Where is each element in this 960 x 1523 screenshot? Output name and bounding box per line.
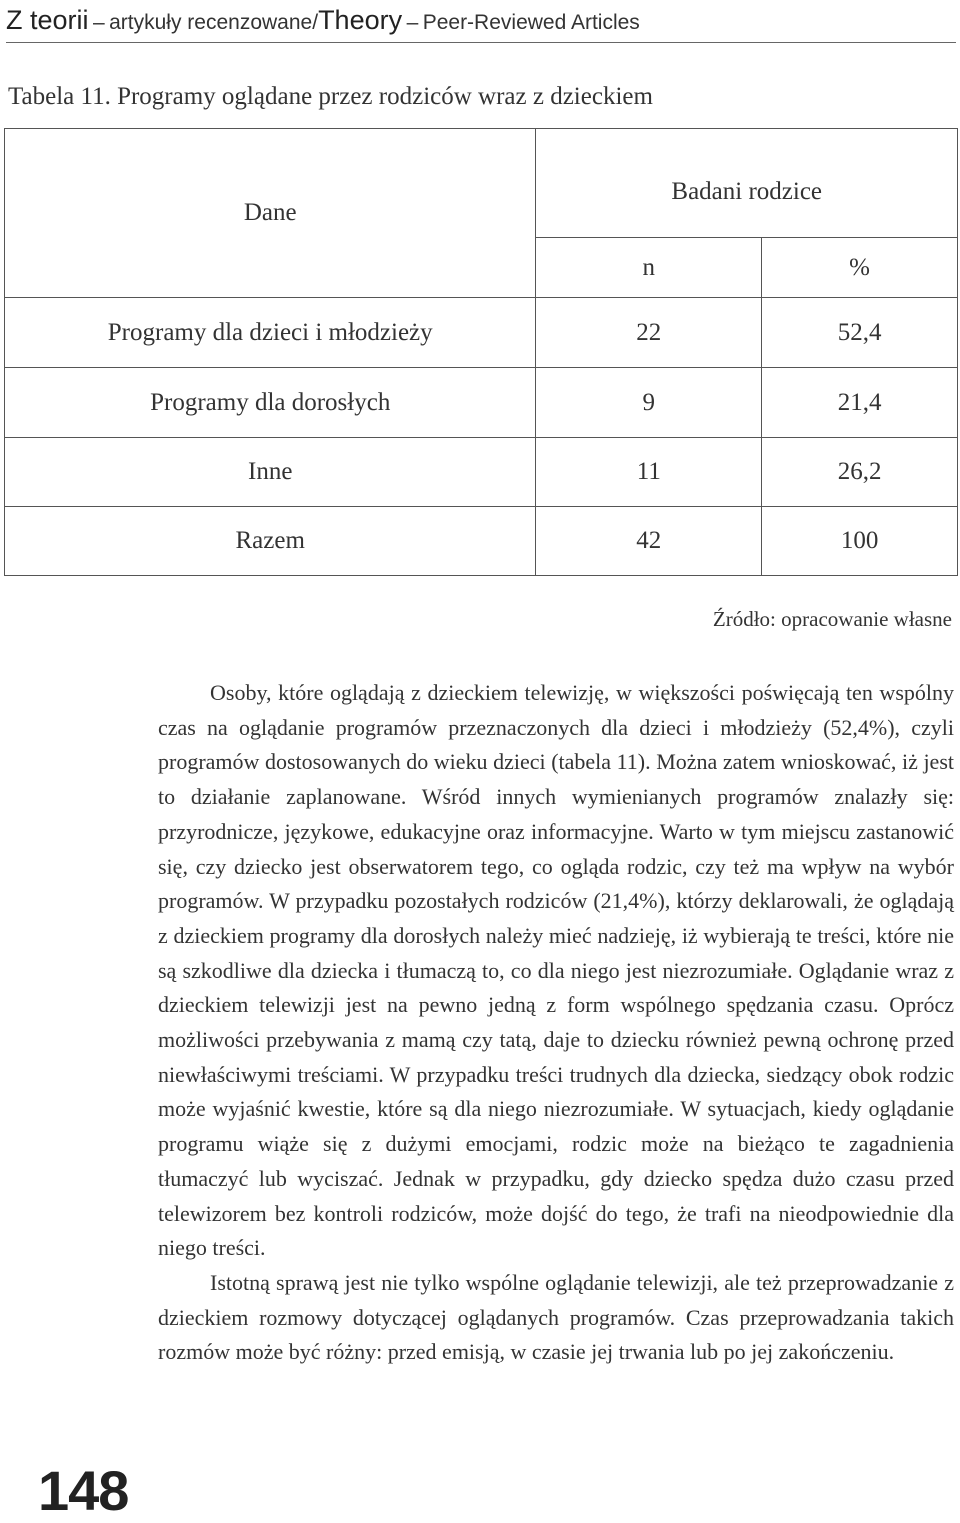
table-row bbox=[5, 298, 958, 368]
header-dash: – bbox=[406, 11, 419, 34]
table-row bbox=[5, 368, 958, 438]
table-row bbox=[5, 438, 958, 507]
running-header bbox=[6, 0, 956, 43]
data-table bbox=[4, 128, 958, 576]
table-col-pct: % bbox=[762, 238, 958, 298]
row-pct: 100 bbox=[762, 507, 958, 576]
header-subtitle-pl: artykuły recenzowane/ bbox=[109, 11, 319, 34]
row-pct: 26,2 bbox=[762, 438, 958, 507]
header-subtitle-en: Peer-Reviewed Articles bbox=[422, 11, 640, 34]
row-n: 11 bbox=[536, 438, 762, 507]
table-caption: Tabela 11. Programy oglądane przez rodziców wraz z dzieckiem bbox=[8, 83, 653, 110]
paragraph: Istotną sprawą jest nie tylko wspólne oglądanie telewizji, ale też przeprowadzanie z dzieckiem rozmowy dotyczącej oglądanych programów. Czas przeprowadzania takich rozmów może być różny: przed emisją, w czasie jej trwania lub po jej zakończeniu. bbox=[158, 1269, 954, 1365]
table-header-label: Dane bbox=[5, 129, 536, 298]
row-label: Razem bbox=[5, 507, 536, 576]
row-label: Programy dla dorosłych bbox=[5, 368, 536, 438]
table-row bbox=[5, 507, 958, 576]
page-number: 148 bbox=[38, 1459, 129, 1522]
header-section-en: Theory bbox=[318, 5, 403, 35]
row-pct: 52,4 bbox=[762, 298, 958, 368]
paragraph: Osoby, które oglądają z dzieckiem telewizję, w większości poświęcają ten wspólny czas na oglądanie programów przeznaczonych dla dzieci i młodzieży (52,4%), czyli programów dostosowanych do wieku dzieci (tabela 11). Można zatem wnioskować, iż jest to działanie zaplanowane. Wśród innych wymienianych programów znalazły się: przyrodnicze, językowe, edukacyjne oraz informacyjne. Warto w tym miejscu zastanowić się, czy dziecko jest obserwatorem tego, co ogląda rodzic, czy też ma wpływ na wybór programów. W przypadku pozostałych rodziców (21,4%), którzy deklarowali, że oglądają z dzieckiem programy dla dorosłych należy mieć nadzieję, iż wybierają te treści, które nie są szkodliwe dla dziecka i tłumaczą to, co dla niego jest niezrozumiałe. Oglądanie wraz z dzieckiem telewizji jest na pewno jedną z form wspólnego spędzania czasu. Oprócz możliwości przebywania z mamą czy tatą, daje to dziecku również pewną ochronę przed niewłaściwymi treściami. W przypadku treści trudnych dla dziecka, siedzący obok rodzic może wyjaśnić kwestie, które są dla niego niezrozumiałe. W sytuacjach, kiedy oglądanie programu wiąże się z dużymi emocjami, rodzic może na bieżąco te zagadnienia tłumaczyć lub wyciszać. Jednak w przypadku, gdy dziecko spędza dużo czasu przed telewizorem bez kontroli rodziców, może dojść do tego, że trafi na nieodpowiednie dla niego treści. bbox=[158, 680, 954, 1261]
row-label: Programy dla dzieci i młodzieży bbox=[5, 298, 536, 368]
header-dash: – bbox=[92, 11, 105, 34]
row-n: 22 bbox=[536, 298, 762, 368]
row-label: Inne bbox=[5, 438, 536, 507]
body-text bbox=[158, 676, 954, 1370]
table-source: Źródło: opracowanie własne bbox=[712, 607, 952, 631]
header-section-pl: Z teorii bbox=[6, 5, 89, 35]
row-n: 42 bbox=[536, 507, 762, 576]
row-pct: 21,4 bbox=[762, 368, 958, 438]
table-col-n: n bbox=[536, 238, 762, 298]
row-n: 9 bbox=[536, 368, 762, 438]
table-group-header: Badani rodzice bbox=[536, 129, 958, 238]
